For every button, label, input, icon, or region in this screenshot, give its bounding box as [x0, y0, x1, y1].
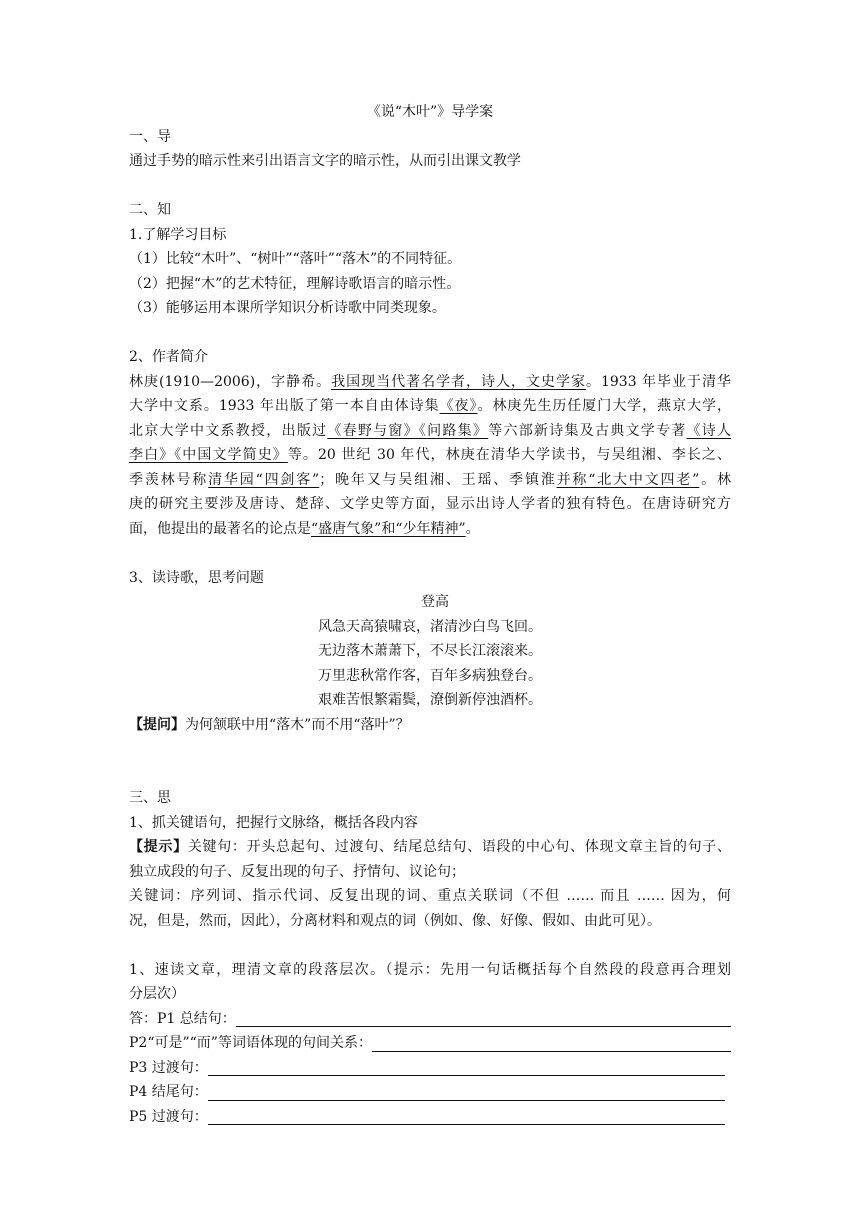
bio-line-3: 北京大学中文系教授，出版过《春野与窗》《问路集》等六部新诗集及古典文学专著《诗人: [129, 422, 732, 439]
poem-line-1: 风急天高猿啸哀，渚清沙白鸟飞回。: [318, 618, 542, 635]
answer-row-p3: P3 过渡句：: [129, 1056, 731, 1081]
answer-blank-p5[interactable]: [208, 1107, 725, 1125]
answer-row-p1: 答：P1 总结句：: [129, 1007, 731, 1032]
bio-line-1: 林庚(1910—2006)，字静希。我国现当代著名学者，诗人，文史学家。1933 年毕业于清华: [129, 373, 732, 390]
answer-blank-p4[interactable]: [208, 1083, 725, 1101]
goal-item-1: （1）比较“木叶”、“树叶”“落叶”“落木”的不同特征。: [129, 251, 462, 267]
poem-line-4: 艰难苦恨繁霜鬓，潦倒新停浊酒杯。: [318, 692, 542, 708]
author-heading: 2、作者简介: [129, 349, 208, 365]
doc-title: 《说“木叶”》导学案: [366, 104, 494, 120]
section-3-heading: 三、思: [129, 790, 171, 806]
bio-line-4: 李白》《中国文学简史》等。20 世纪 30 年代，林庚在清华大学读书，与吴组湘、李长之、: [129, 447, 732, 463]
poem-line-2: 无边落木萧萧下，不尽长江滚滚来。: [318, 643, 542, 659]
answer-row-p4: P4 结尾句：: [129, 1080, 731, 1105]
poem-question: 【提问】为何颔联中用“落木”而不用“落叶”？: [129, 716, 410, 733]
section-3-sub-2-line-2: 分层次）: [129, 986, 185, 1002]
hint-line-2: 独立成段的句子、反复出现的句子、抒情句、议论句；: [129, 863, 465, 880]
bio-line-2: 大学中文系。1933 年出版了第一本自由体诗集《夜》。林庚先生历任厦门大学，燕京大学，: [129, 398, 732, 414]
keyword-line-1: 关键词：序列词、指示代词、反复出现的词、重点关联词（不但 …… 而且 …… 因为，何: [129, 888, 731, 904]
section-2-heading: 二、知: [129, 202, 171, 218]
hint-line-1: 【提示】关键句：开头总起句、过渡句、结尾总结句、语段的中心句、体现文章主旨的句子、: [129, 839, 732, 855]
poem-heading: 3、读诗歌，思考问题: [129, 569, 264, 586]
document-page: [129, 100, 731, 1129]
answer-row-p2: P2“可是”“而”等词语体现的句间关系：: [129, 1031, 731, 1056]
goal-item-2: （2）把握“木”的艺术特征，理解诗歌语言的暗示性。: [129, 275, 461, 292]
section-1-heading: 一、导: [129, 128, 171, 145]
bio-line-6: 庚的研究主要涉及唐诗、楚辞、文学史等方面，显示出诗人学者的独有特色。在唐诗研究方: [129, 496, 731, 512]
answer-blank-p1[interactable]: [236, 1009, 731, 1027]
goals-heading: 1.了解学习目标: [129, 226, 227, 243]
section-3-sub-2-line-1: 1、速读文章，理清文章的段落层次。（提示：先用一句话概括每个自然段的段意再合理划: [129, 961, 731, 978]
answer-row-p5: P5 过渡句：: [129, 1105, 731, 1130]
answer-blank-p2[interactable]: [372, 1034, 731, 1052]
bio-line-7: 面，他提出的最著名的论点是“盛唐气象”和“少年精神”。: [129, 520, 480, 537]
bio-line-5: 季羡林号称清华园“四剑客”；晚年又与吴组湘、王瑶、季镇淮并称“北大中文四老”。林: [129, 471, 731, 488]
section-3-sub-1: 1、抓关键语句，把握行文脉络，概括各段内容: [129, 814, 418, 831]
answer-blank-p3[interactable]: [208, 1058, 725, 1076]
section-1-body: 通过手势的暗示性来引出语言文字的暗示性，从而引出课文教学: [129, 153, 521, 169]
poem-line-3: 万里悲秋常作客，百年多病独登台。: [318, 667, 542, 684]
goal-item-3: （3）能够运用本课所学知识分析诗歌中同类现象。: [129, 300, 446, 316]
poem-title: 登高: [421, 594, 449, 610]
keyword-line-2: 况，但是，然而，因此），分离材料和观点的词（例如、像、好像、假如、由此可见）。: [129, 912, 661, 929]
